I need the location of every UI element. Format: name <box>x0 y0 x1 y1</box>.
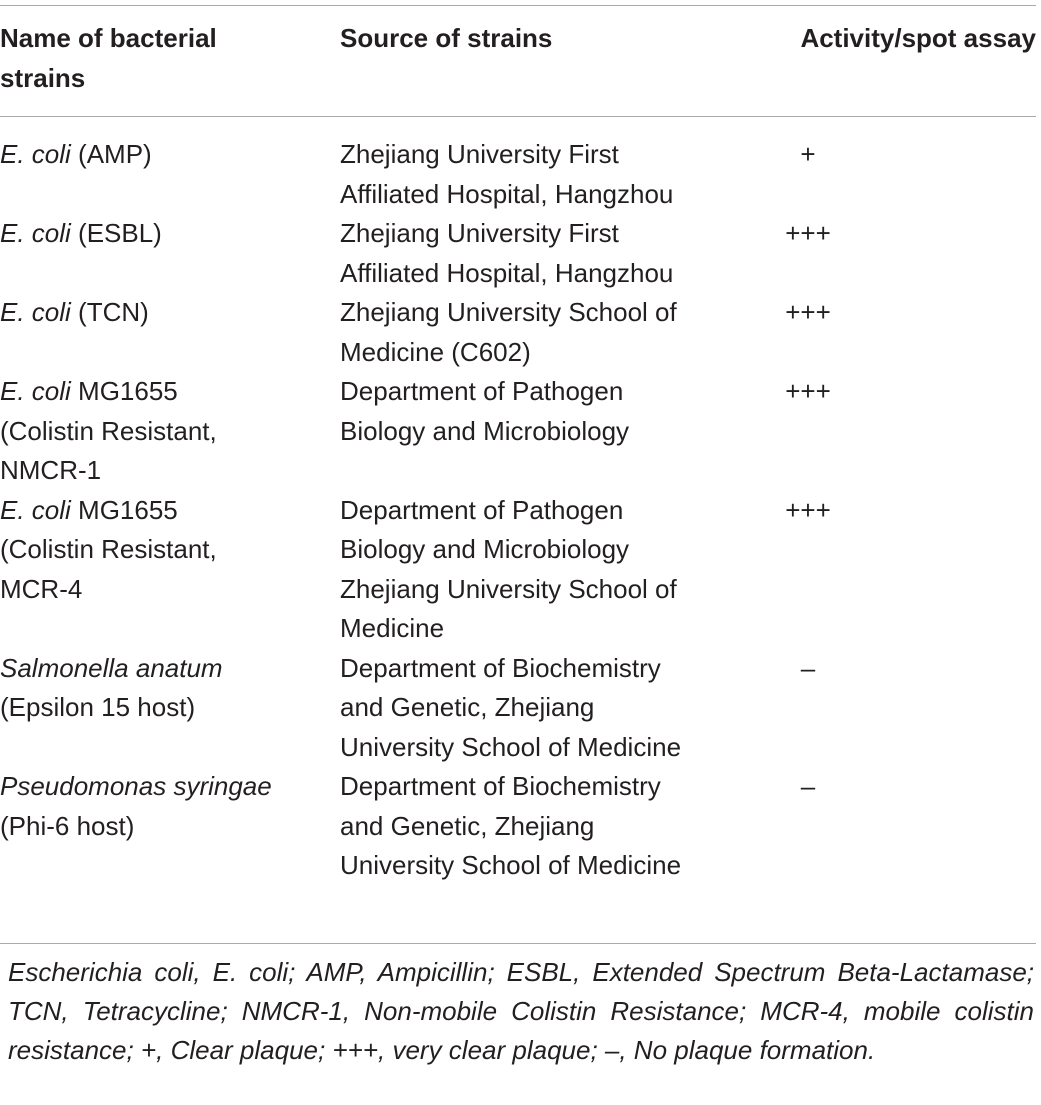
strain-source-cell <box>340 649 770 768</box>
table-bottom-rule <box>0 943 1036 944</box>
strain-name-cell <box>0 117 340 214</box>
column-header-activity: Activity/spot assay <box>800 23 1036 53</box>
strain-source-line: Zhejiang University First <box>340 139 619 169</box>
activity-cell <box>770 372 1036 491</box>
strain-name-cell <box>0 214 340 293</box>
strain-name-italic: Salmonella anatum <box>0 652 223 683</box>
strain-source-cell <box>340 372 770 491</box>
activity-cell <box>770 293 1036 372</box>
strain-name-italic: E. coli <box>0 494 71 525</box>
strain-name-cell <box>0 491 340 649</box>
activity-cell <box>770 214 1036 293</box>
bacterial-strains-table <box>0 19 1036 886</box>
strain-source-line: Zhejiang University School of <box>340 297 677 327</box>
strain-source-cell <box>340 214 770 293</box>
strain-name-italic: E. coli <box>0 297 71 327</box>
activity-value: +++ <box>785 218 831 248</box>
strain-source-line: Affiliated Hospital, Hangzhou <box>340 257 674 288</box>
table-row <box>0 293 1036 372</box>
strain-name-italic: E. coli <box>0 218 71 248</box>
strain-name-extra-line: NMCR-1 <box>0 455 102 485</box>
column-header-source: Source of strains <box>340 23 553 53</box>
strain-name-extra-line: (Epsilon 15 host) <box>0 692 196 722</box>
table-row <box>0 117 1036 214</box>
strain-source-cell <box>340 293 770 372</box>
strain-name-detail: (ESBL) <box>70 218 162 248</box>
table-header-row <box>0 19 1036 117</box>
strain-source-line: Biology and Microbiology <box>340 415 630 446</box>
strain-source-line: Zhejiang University First <box>340 218 619 248</box>
activity-cell <box>770 491 1036 649</box>
strain-name-italic: Pseudomonas syringae <box>0 771 272 801</box>
strain-name-detail: MG1655 <box>70 494 178 525</box>
strain-source-cell <box>340 117 770 214</box>
table-row <box>0 491 1036 649</box>
activity-value: +++ <box>785 494 831 525</box>
strain-source-line: and Genetic, Zhejiang <box>340 810 595 841</box>
table-body <box>0 117 1036 886</box>
strain-source-line: Zhejiang University School of <box>340 573 677 604</box>
strain-source-line: University School of Medicine <box>340 850 682 880</box>
strain-name-cell <box>0 372 340 491</box>
strain-source-line: Department of Biochemistry <box>340 771 661 801</box>
strain-source-line: Department of Pathogen <box>340 376 624 406</box>
activity-value: – <box>800 652 816 683</box>
strain-name-detail: (AMP) <box>70 139 152 169</box>
activity-value: + <box>800 139 816 169</box>
activity-value: +++ <box>785 376 831 406</box>
strain-name-italic: E. coli <box>0 376 71 406</box>
column-header-name: Name of bacterial strains <box>0 23 217 93</box>
strain-name-cell <box>0 293 340 372</box>
strain-source-line: Medicine <box>340 613 445 643</box>
strain-source-line: Department of Pathogen <box>340 494 624 525</box>
strain-name-extra-line: (Phi-6 host) <box>0 810 135 841</box>
strain-name-detail: (TCN) <box>70 297 149 327</box>
strain-name-detail: MG1655 <box>70 376 178 406</box>
strain-source-line: Medicine (C602) <box>340 336 531 367</box>
activity-value: – <box>800 771 816 801</box>
strain-source-line: Department of Biochemistry <box>340 652 661 683</box>
table-row <box>0 214 1036 293</box>
table-row <box>0 372 1036 491</box>
strain-source-line: University School of Medicine <box>340 731 682 762</box>
strain-name-extra-line: (Colistin Resistant, <box>0 415 217 446</box>
strain-source-cell <box>340 767 770 886</box>
strain-source-line: Biology and Microbiology <box>340 534 630 564</box>
table-footnote: Escherichia coli, E. coli; AMP, Ampicillin; ESBL, Extended Spectrum Beta-Lactamase; TCN, Tetracycline; NMCR-1, Non-mobile Colistin Resistance; MCR-4, mobile colistin resistance; +, Clear plaque; +++, very clear plaque; –, No plaque formation. <box>8 957 1034 1065</box>
table-top-rule <box>0 5 1036 6</box>
strain-name-cell <box>0 767 340 886</box>
activity-cell <box>770 649 1036 768</box>
table-row <box>0 767 1036 886</box>
activity-cell <box>770 117 1036 214</box>
strain-source-line: and Genetic, Zhejiang <box>340 692 595 722</box>
activity-value: +++ <box>785 297 831 327</box>
strain-name-italic: E. coli <box>0 139 71 169</box>
table-row <box>0 649 1036 768</box>
strain-source-line: Affiliated Hospital, Hangzhou <box>340 178 674 209</box>
activity-cell <box>770 767 1036 886</box>
strain-name-extra-line: MCR-4 <box>0 573 83 604</box>
strain-name-extra-line: (Colistin Resistant, <box>0 534 217 564</box>
strain-name-cell <box>0 649 340 768</box>
strain-source-cell <box>340 491 770 649</box>
